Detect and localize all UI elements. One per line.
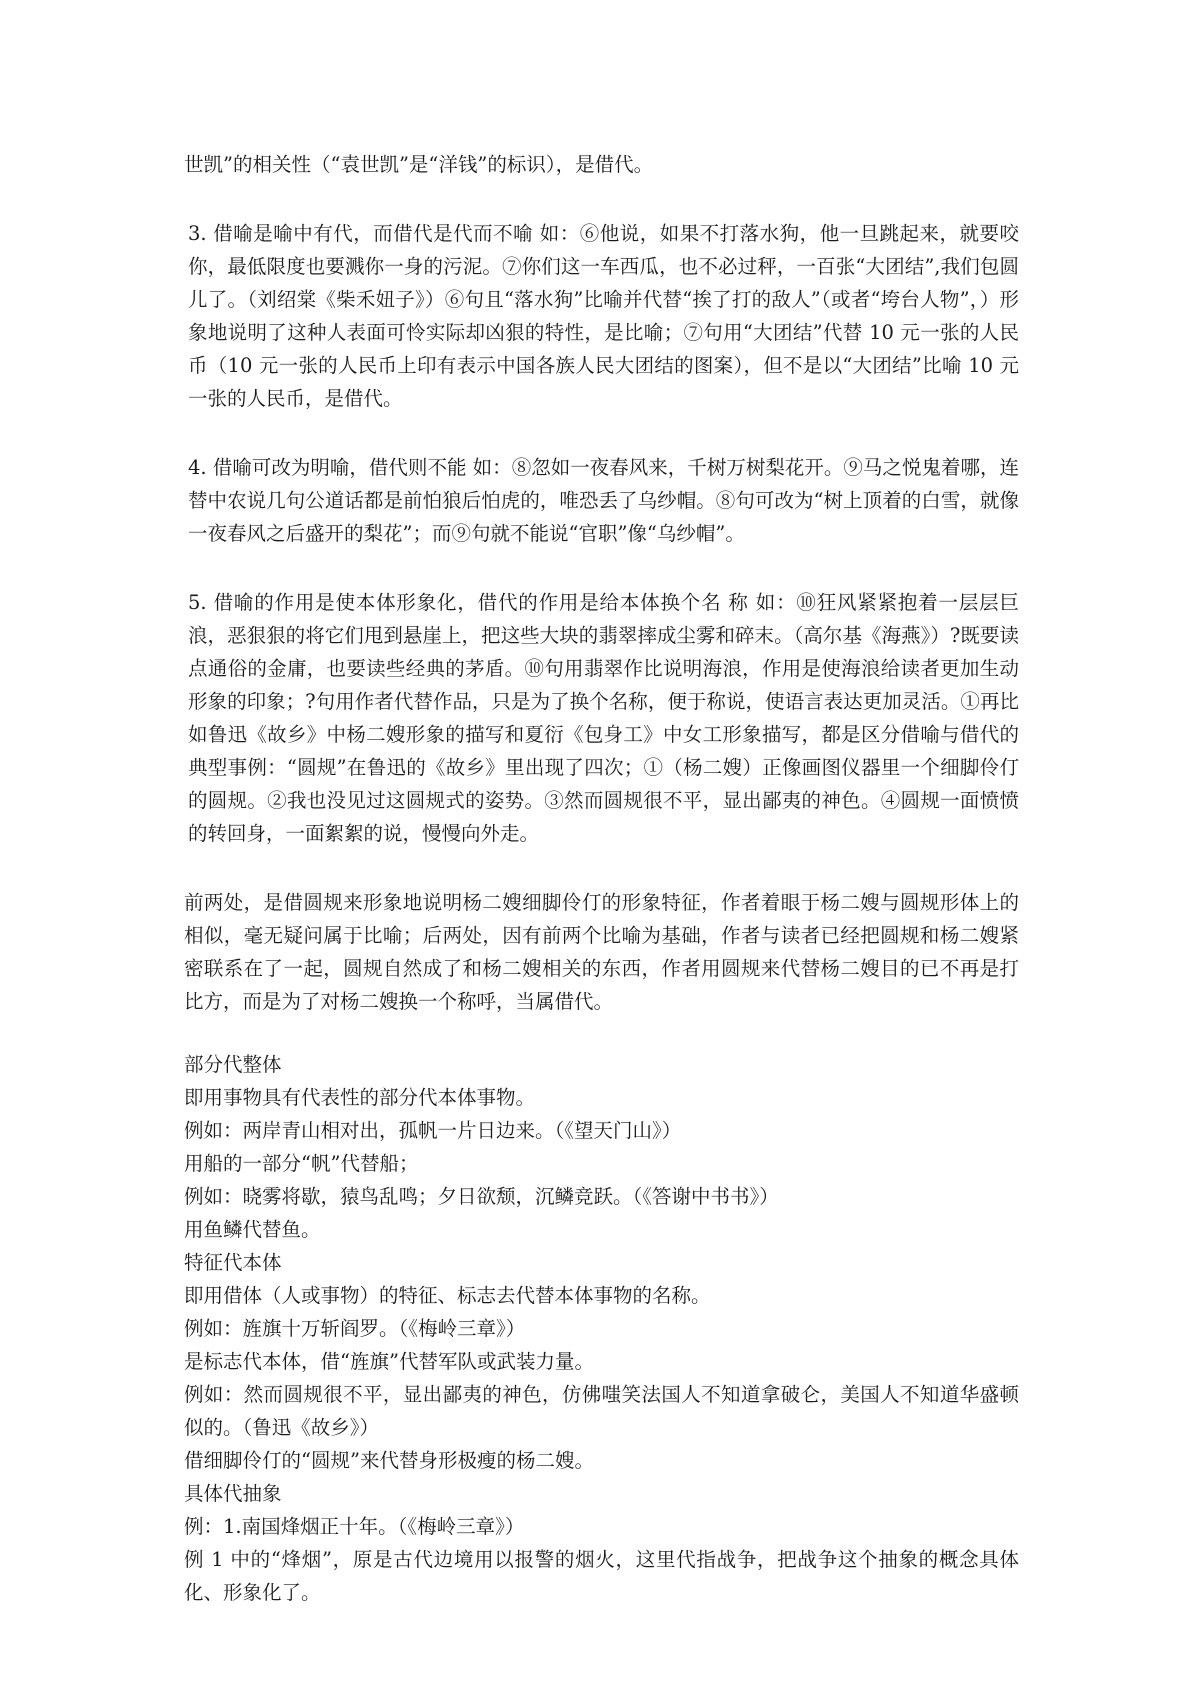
heading-part-for-whole: 部分代整体 (184, 1053, 282, 1076)
text-line: 用船的一部分“帆”代替船； (184, 1152, 419, 1175)
text-line: 例 1 中的“烽烟”，原是古代边境用以报警的烟火，这里代指战争，把战争这个抽象的概念具体化、形象化了。 (184, 1548, 1019, 1604)
paragraph-point-5: 5. 借喻的作用是使本体形象化，借代的作用是给本体换个名 称 如：⑩狂风紧紧抱着一层层巨浪，恶狠狠的将它们甩到悬崖上，把这些大块的翡翠摔成尘雾和碎末。（高尔基《海燕》）?既要读点通俗的金庸，也要读些经典的茅盾。⑩句用翡翠作比说明海浪，作用是使海浪给读者更加生动形象的印象；?句用作者代替作品，只是为了换个名称，便于称说，使语言表达更加灵活。①再比如鲁迅《故乡》中杨二嫂形象的描写和夏衍《包身工》中女工形象描写，都是区分借喻与借代的典型事例：“圆规”在鲁迅的《故乡》里出现了四次；①（杨二嫂）正像画图仪器里一个细脚伶仃的圆规。②我也没见过这圆规式的姿势。③然而圆规很不平，显出鄙夷的神色。④圆规一面愤愤的转回身，一面絮絮的说，慢慢向外走。 (188, 591, 1019, 845)
text-line: 例：1.南国烽烟正十年。（《梅岭三章》） (184, 1515, 525, 1538)
text-line: 例如：旌旗十万斩阎罗。（《梅岭三章》） (184, 1317, 526, 1340)
text-line: 例如：两岸青山相对出，孤帆一片日边来。（《望天门山》） (184, 1119, 682, 1142)
paragraph-point-4: 4. 借喻可改为明喻，借代则不能 如：⑧忽如一夜春风来，千树万树梨花开。⑨马之悦鬼着哪，连替中农说几句公道话都是前怕狼后怕虎的，唯恐丢了乌纱帽。⑧句可改为“树上顶着的白雪，就像一夜春风之后盛开的梨花”；而⑨句就不能说“官职”像“乌纱帽”。 (188, 456, 1019, 545)
paragraph-intro: 世凯”的相关性（“袁世凯”是“洋钱”的标识），是借代。 (184, 153, 654, 176)
text-line: 用鱼鳞代替鱼。 (184, 1218, 321, 1241)
document-page (184, 148, 1019, 1609)
text-line: 是标志代本体，借“旌旗”代替军队或武装力量。 (184, 1350, 594, 1373)
text-line: 即用借体（人或事物）的特征、标志去代替本体事物的名称。 (184, 1284, 711, 1307)
heading-concrete-for-abstract: 具体代抽象 (184, 1482, 282, 1505)
text-line: 即用事物具有代表性的部分代本体事物。 (184, 1086, 536, 1109)
paragraph-point-3: 3. 借喻是喻中有代，而借代是代而不喻 如：⑥他说，如果不打落水狗，他一旦跳起来，就要咬你，最低限度也要溅你一身的污泥。⑦你们这一车西瓜，也不必过秤，一百张“大团结”,我们包圆儿了。（刘绍棠《柴禾妞子》）⑥句且“落水狗”比喻并代替“挨了打的敌人”（或者“垮台人物”，）形象地说明了这种人表面可怜实际却凶狠的特性，是比喻；⑦句用“大团结”代替 10 元一张的人民币（10 元一张的人民币上印有表示中国各族人民大团结的图案），但不是以“大团结”比喻 10 元一张的人民币，是借代。 (188, 222, 1019, 410)
text-line: 例如：然而圆规很不平，显出鄙夷的神色，仿佛嗤笑法国人不知道拿破仑，美国人不知道华盛顿似的。（鲁迅《故乡》） (184, 1383, 1019, 1439)
text-line: 借细脚伶仃的“圆规”来代替身形极瘦的杨二嫂。 (184, 1449, 594, 1472)
heading-feature-for-body: 特征代本体 (184, 1251, 282, 1274)
paragraph-analysis: 前两处，是借圆规来形象地说明杨二嫂细脚伶仃的形象特征，作者着眼于杨二嫂与圆规形体上的相似，毫无疑问属于比喻；后两处，因有前两个比喻为基础，作者与读者已经把圆规和杨二嫂紧密联系在了一起，圆规自然成了和杨二嫂相关的东西，作者用圆规来代替杨二嫂目的已不再是打比方，而是为了对杨二嫂换一个称呼，当属借代。 (184, 891, 1019, 1013)
text-line: 例如：晓雾将歇，猿鸟乱鸣；夕日欲颓，沉鳞竞跃。（《答谢中书书》） (184, 1185, 779, 1208)
